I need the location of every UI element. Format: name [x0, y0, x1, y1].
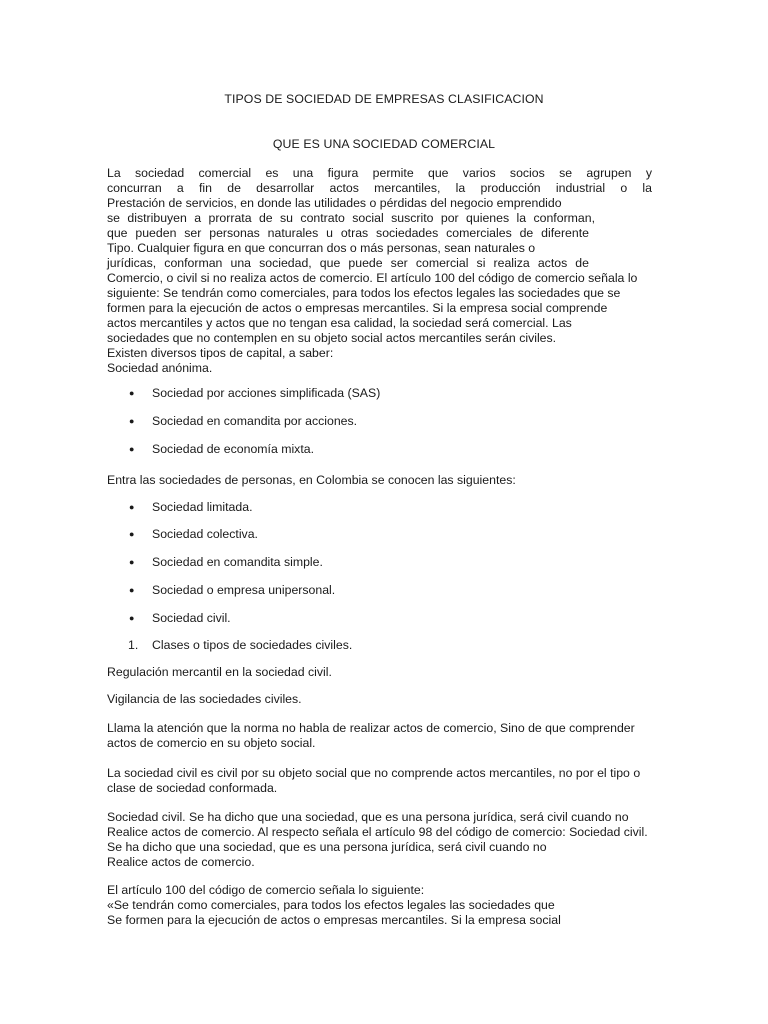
text-line: jurídicas, conforman una sociedad, que puede ser comercial si realiza actos de: [107, 256, 589, 270]
text-line: El artículo 100 del código de comercio señala lo siguiente:: [107, 883, 425, 897]
list-item-label: Sociedad limitada.: [152, 500, 253, 514]
list-item-label: Sociedad de economía mixta.: [152, 442, 315, 456]
text-line: Tipo. Cualquier figura en que concurran dos o más personas, sean naturales o: [107, 241, 536, 255]
bullet-icon: ●: [129, 502, 135, 512]
list-item-label: Sociedad o empresa unipersonal.: [152, 583, 336, 597]
intro-paragraph: [107, 166, 652, 376]
civil-paragraph: [107, 766, 652, 796]
list-item-label: Sociedad en comandita por acciones.: [152, 414, 358, 428]
text-line: Comercio, o civil si no realiza actos de comercio. El artículo 100 del código de comercio señala lo: [107, 271, 638, 285]
text-line: La sociedad civil es civil por su objeto social que no comprende actos mercantiles, no por el tipo o: [107, 766, 641, 780]
text-line: Se formen para la ejecución de actos o empresas mercantiles. Si la empresa social: [107, 913, 561, 927]
atencion-paragraph: [107, 721, 652, 751]
text-line: formen para la ejecución de actos o empresas mercantiles. Si la empresa social comprende: [107, 301, 608, 315]
text-line: que pueden ser personas naturales u otras sociedades comerciales de diferente: [107, 226, 589, 240]
text-line: «Se tendrán como comerciales, para todos los efectos legales las sociedades que: [107, 898, 555, 912]
text-line: clase de sociedad conformada.: [107, 781, 278, 795]
bullet-icon: ●: [129, 529, 135, 539]
text-line: Existen diversos tipos de capital, a saber:: [107, 346, 334, 360]
list-item-label: Sociedad civil.: [152, 611, 231, 625]
text-line: se distribuyen a prorrata de su contrato social suscrito por quienes la conforman,: [107, 211, 595, 225]
bullet-icon: ●: [129, 585, 135, 595]
text-line: concurran a fin de desarrollar actos mercantiles, la producción industrial o la: [107, 181, 652, 195]
list-number: 1.: [128, 638, 139, 652]
text-line: Regulación mercantil en la sociedad civil.: [107, 665, 332, 679]
text-line: Sociedad civil. Se ha dicho que una sociedad, que es una persona jurídica, será civil cuando no: [107, 810, 629, 824]
text-line: Llama la atención que la norma no habla de realizar actos de comercio, Sino de que comprender: [107, 721, 635, 735]
list-item-label: Sociedad por acciones simplificada (SAS): [152, 386, 381, 400]
regulacion-paragraph: [107, 665, 652, 680]
bullet-icon: ●: [129, 613, 135, 623]
text-line: Entra las sociedades de personas, en Colombia se conocen las siguientes:: [107, 473, 516, 487]
text-line: Vigilancia de las sociedades civiles.: [107, 692, 302, 706]
document-title: TIPOS DE SOCIEDAD DE EMPRESAS CLASIFICACION: [224, 92, 544, 106]
bullet-icon: ●: [129, 557, 135, 567]
text-line: actos mercantiles y actos que no tengan esa calidad, la sociedad será comercial. Las: [107, 316, 572, 330]
list-item-label: Clases o tipos de sociedades civiles.: [152, 638, 353, 652]
list-item-label: Sociedad en comandita simple.: [152, 555, 323, 569]
bullet-icon: ●: [129, 444, 135, 454]
articulo-paragraph: [107, 883, 652, 928]
list-item-label: Sociedad colectiva.: [152, 527, 258, 541]
text-line: Prestación de servicios, en donde las utilidades o pérdidas del negocio emprendido: [107, 196, 562, 210]
text-line: Realice actos de comercio.: [107, 855, 255, 869]
text-line: sociedades que no contemplen en su objeto social actos mercantiles serán civiles.: [107, 331, 557, 345]
text-line: Se ha dicho que una sociedad, que es una persona jurídica, será civil cuando no: [107, 840, 547, 854]
section-heading: QUE ES UNA SOCIEDAD COMERCIAL: [272, 137, 496, 151]
vigilancia-paragraph: [107, 692, 652, 707]
text-line: siguiente: Se tendrán como comerciales, para todos los efectos legales las sociedades que se: [107, 286, 621, 300]
text-line: Sociedad anónima.: [107, 361, 213, 375]
civil-definition-paragraph: [107, 810, 652, 870]
personas-intro: [107, 473, 652, 488]
text-line: La sociedad comercial es una figura permite que varios socios se agrupen y: [107, 166, 652, 180]
bullet-icon: ●: [129, 416, 135, 426]
text-line: actos de comercio en su objeto social.: [107, 736, 316, 750]
bullet-icon: ●: [129, 388, 135, 398]
text-line: Realice actos de comercio. Al respecto señala el artículo 98 del código de comercio: Sociedad civil.: [107, 825, 648, 839]
